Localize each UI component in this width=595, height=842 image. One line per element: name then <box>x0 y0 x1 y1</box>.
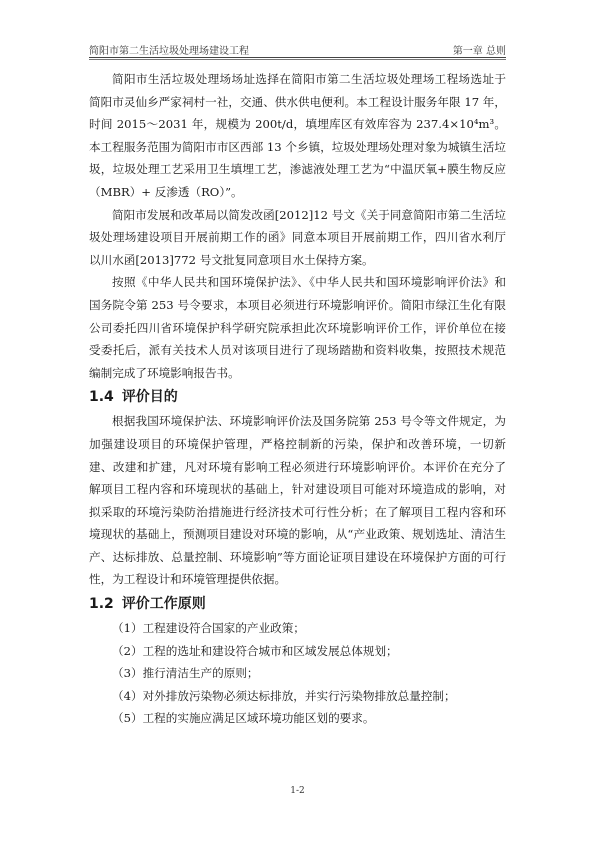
page-body <box>89 68 506 730</box>
intro-paragraph-eia: 按照《中华人民共和国环境保护法》、《中华人民共和国环境影响评价法》和国务院令第 253 号令要求，本项目必须进行环境影响评价。简阳市绿江生化有限公司委托四川省环境保护科学研究院承担此次环境影响评价工作，评价单位在接受委托后，派有关技术人员对该项目进行了现场踏勘和资料收集，按照技术规范编制完成了环境影响报告书。 <box>89 275 506 380</box>
purpose-paragraph: 根据我国环境保护法、环境影响评价法及国务院第 253 号令等文件规定，为加强建设项目的环境保护管理，严格控制新的污染，保护和改善环境，一切新建、改建和扩建，凡对环境有影响工程必须进行环境影响评价。本评价在充分了解项目工程内容和环境现状的基础上，针对建设项目可能对环境造成的影响，对拟采取的环境污染防治措施进行经济技术可行性分析；在了解项目工程内容和环境现状的基础上，预测项目建设对环境的影响，从“产业政策、规划选址、清洁生产、达标排放、总量控制、环境影响”等方面论证项目建设在环境保护方面的可行性，为工程设计和环境管理提供依据。 <box>89 414 506 587</box>
principle-item: （5）工程的实施应满足区域环境功能区划的要求。 <box>112 711 375 726</box>
intro-paragraph-approval: 简阳市发展和改革局以简发改函[2012]12 号文《关于同意简阳市第二生活垃圾处理场建设项目开展前期工作的函》同意本项目开展前期工作，四川省水利厅以川水函[2013]772 号文批复同意项目水土保持方案。 <box>89 207 506 267</box>
header-chapter-title: 第一章 总则 <box>452 46 506 57</box>
section-title: 评价工作原则 <box>121 596 206 613</box>
section-heading-principles <box>89 591 506 617</box>
header-rule-thin <box>89 59 506 60</box>
intro-paragraph-project: 简阳市生活垃圾处理场场址选择在简阳市第二生活垃圾处理场工程场选址于简阳市灵仙乡严家祠村一社，交通、供水供电便利。本工程设计服务年限 17 年，时间 2015～2031 年，规模为 200t/d，填埋库区有效库容为 237.4×10⁴m³。本工程服务范围为简阳市市区西部 13 个乡镇，垃圾处理场处理对象为城镇生活垃圾，垃圾处理工艺采用卫生填埋工艺，渗滤液处理工艺为“中温厌氧+膜生物反应（MBR）+ 反渗透（RO）”。 <box>89 72 506 199</box>
principle-item: （2）工程的选址和建设符合城市和区域发展总体规划； <box>112 643 398 658</box>
principle-item: （4）对外排放污染物必须达标排放，并实行污染物排放总量控制； <box>112 688 456 703</box>
header-rule <box>89 57 506 58</box>
page-number: 1-2 <box>290 786 305 796</box>
principle-item: （3）推行清洁生产的原则； <box>112 666 259 681</box>
header-document-title: 简阳市第二生活垃圾处理场建设工程 <box>89 46 249 57</box>
section-number: 1.2 <box>89 596 114 613</box>
principle-item: （1）工程建设符合国家的产业政策； <box>112 621 305 636</box>
section-number: 1.4 <box>89 389 114 406</box>
section-heading-purpose <box>89 384 506 410</box>
section-title: 评价目的 <box>121 389 178 406</box>
page-header <box>89 38 506 58</box>
